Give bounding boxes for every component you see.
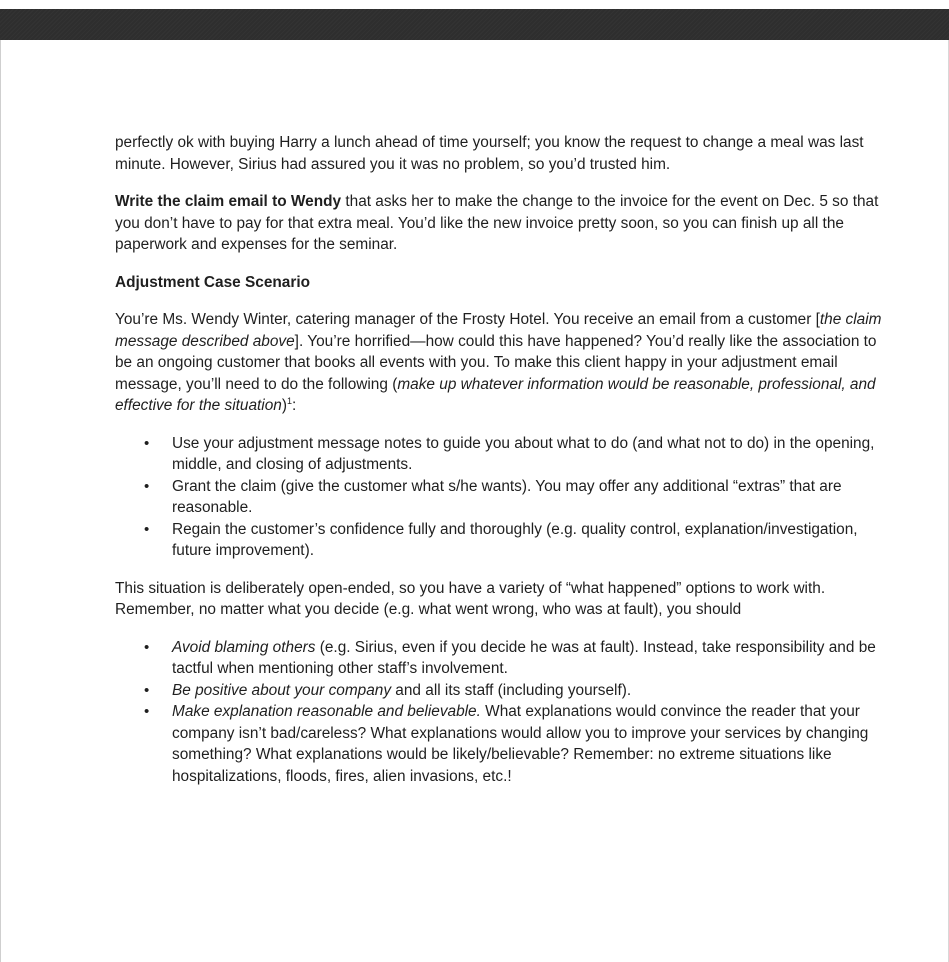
- bullet-icon: •: [144, 681, 150, 699]
- scenario-italic-1: the claim message described above: [115, 311, 882, 350]
- guideline-italic: Avoid blaming others: [172, 638, 316, 656]
- scenario-text-3: ): [281, 397, 287, 414]
- list-item: [144, 519, 883, 562]
- claim-instruction-text: that asks her to make the change to the invoice for the event on Dec. 5 so that you don’t have to pay for that extra meal. You’d like the new invoice pretty soon, so you can finish up all the paperwork and expenses for the seminar.: [115, 193, 879, 253]
- list-item: [144, 680, 883, 702]
- paragraph-scenario: [115, 309, 883, 417]
- document-page: [0, 40, 949, 962]
- list-item: [144, 701, 883, 787]
- guideline-text: What explanations would convince the reader that your company isn’t bad/careless? What explanations would allow you to improve your services by changing something? What explanations would be likely/believable? Remember: no extreme situations like hospitalizations, floods, fires, alien invasions, etc.!: [172, 703, 869, 785]
- paragraph-open-ended: This situation is deliberately open-ended, so you have a variety of “what happened” options to work with. Remember, no matter what you decide (e.g. what went wrong, who was at fault), you should: [115, 579, 826, 618]
- list-item: [144, 476, 883, 519]
- paragraph-claim-instruction: [115, 191, 883, 256]
- guideline-italic: Make explanation reasonable and believable.: [172, 703, 481, 720]
- claim-instruction-bold: Write the claim email to Wendy: [115, 193, 342, 210]
- guideline-text: (e.g. Sirius, even if you decide he was at fault). Instead, take responsibility and be tactful when mentioning other staff’s involvement.: [172, 638, 876, 677]
- document-body: [115, 132, 883, 803]
- scenario-text-4: :: [291, 397, 297, 414]
- scenario-text-1: You’re Ms. Wendy Winter, catering manager of the Frosty Hotel. You receive an email from a customer [: [115, 311, 820, 328]
- list-item: [144, 433, 883, 476]
- list-item-text: Regain the customer’s confidence fully and thoroughly (e.g. quality control, explanation/investigation, future improvement).: [172, 520, 858, 559]
- guideline-list: [115, 637, 883, 788]
- viewer-title-bar: [0, 9, 949, 40]
- list-item: [144, 637, 883, 680]
- bullet-icon: •: [144, 477, 150, 495]
- section-heading: Adjustment Case Scenario: [115, 273, 311, 291]
- bullet-icon: •: [144, 434, 150, 452]
- guideline-text: and all its staff (including yourself).: [391, 681, 632, 699]
- guideline-italic: Be positive about your company: [172, 681, 392, 699]
- bullet-icon: •: [144, 703, 150, 720]
- bullet-icon: •: [144, 520, 150, 538]
- scenario-italic-2: make up whatever information would be reasonable, professional, and effective for the situation: [115, 375, 876, 414]
- list-item-text: Use your adjustment message notes to guide you about what to do (and what not to do) in the opening, middle, and closing of adjustments.: [172, 434, 875, 473]
- scenario-text-2: ]. You’re horrified—how could this have happened? You’d really like the association to be an ongoing customer that books all events with you. To make this client happy in your adjustment email message, you’ll need to do the following (: [115, 332, 877, 393]
- task-list: [115, 433, 883, 562]
- paragraph-continuation: perfectly ok with buying Harry a lunch ahead of time yourself; you know the request to change a meal was last minute. However, Sirius had assured you it was no problem, so you’d trusted him.: [115, 134, 864, 173]
- footnote-marker[interactable]: 1: [286, 395, 292, 406]
- bullet-icon: •: [144, 638, 150, 656]
- list-item-text: Grant the claim (give the customer what s/he wants). You may offer any additional “extras” that are reasonable.: [172, 477, 842, 516]
